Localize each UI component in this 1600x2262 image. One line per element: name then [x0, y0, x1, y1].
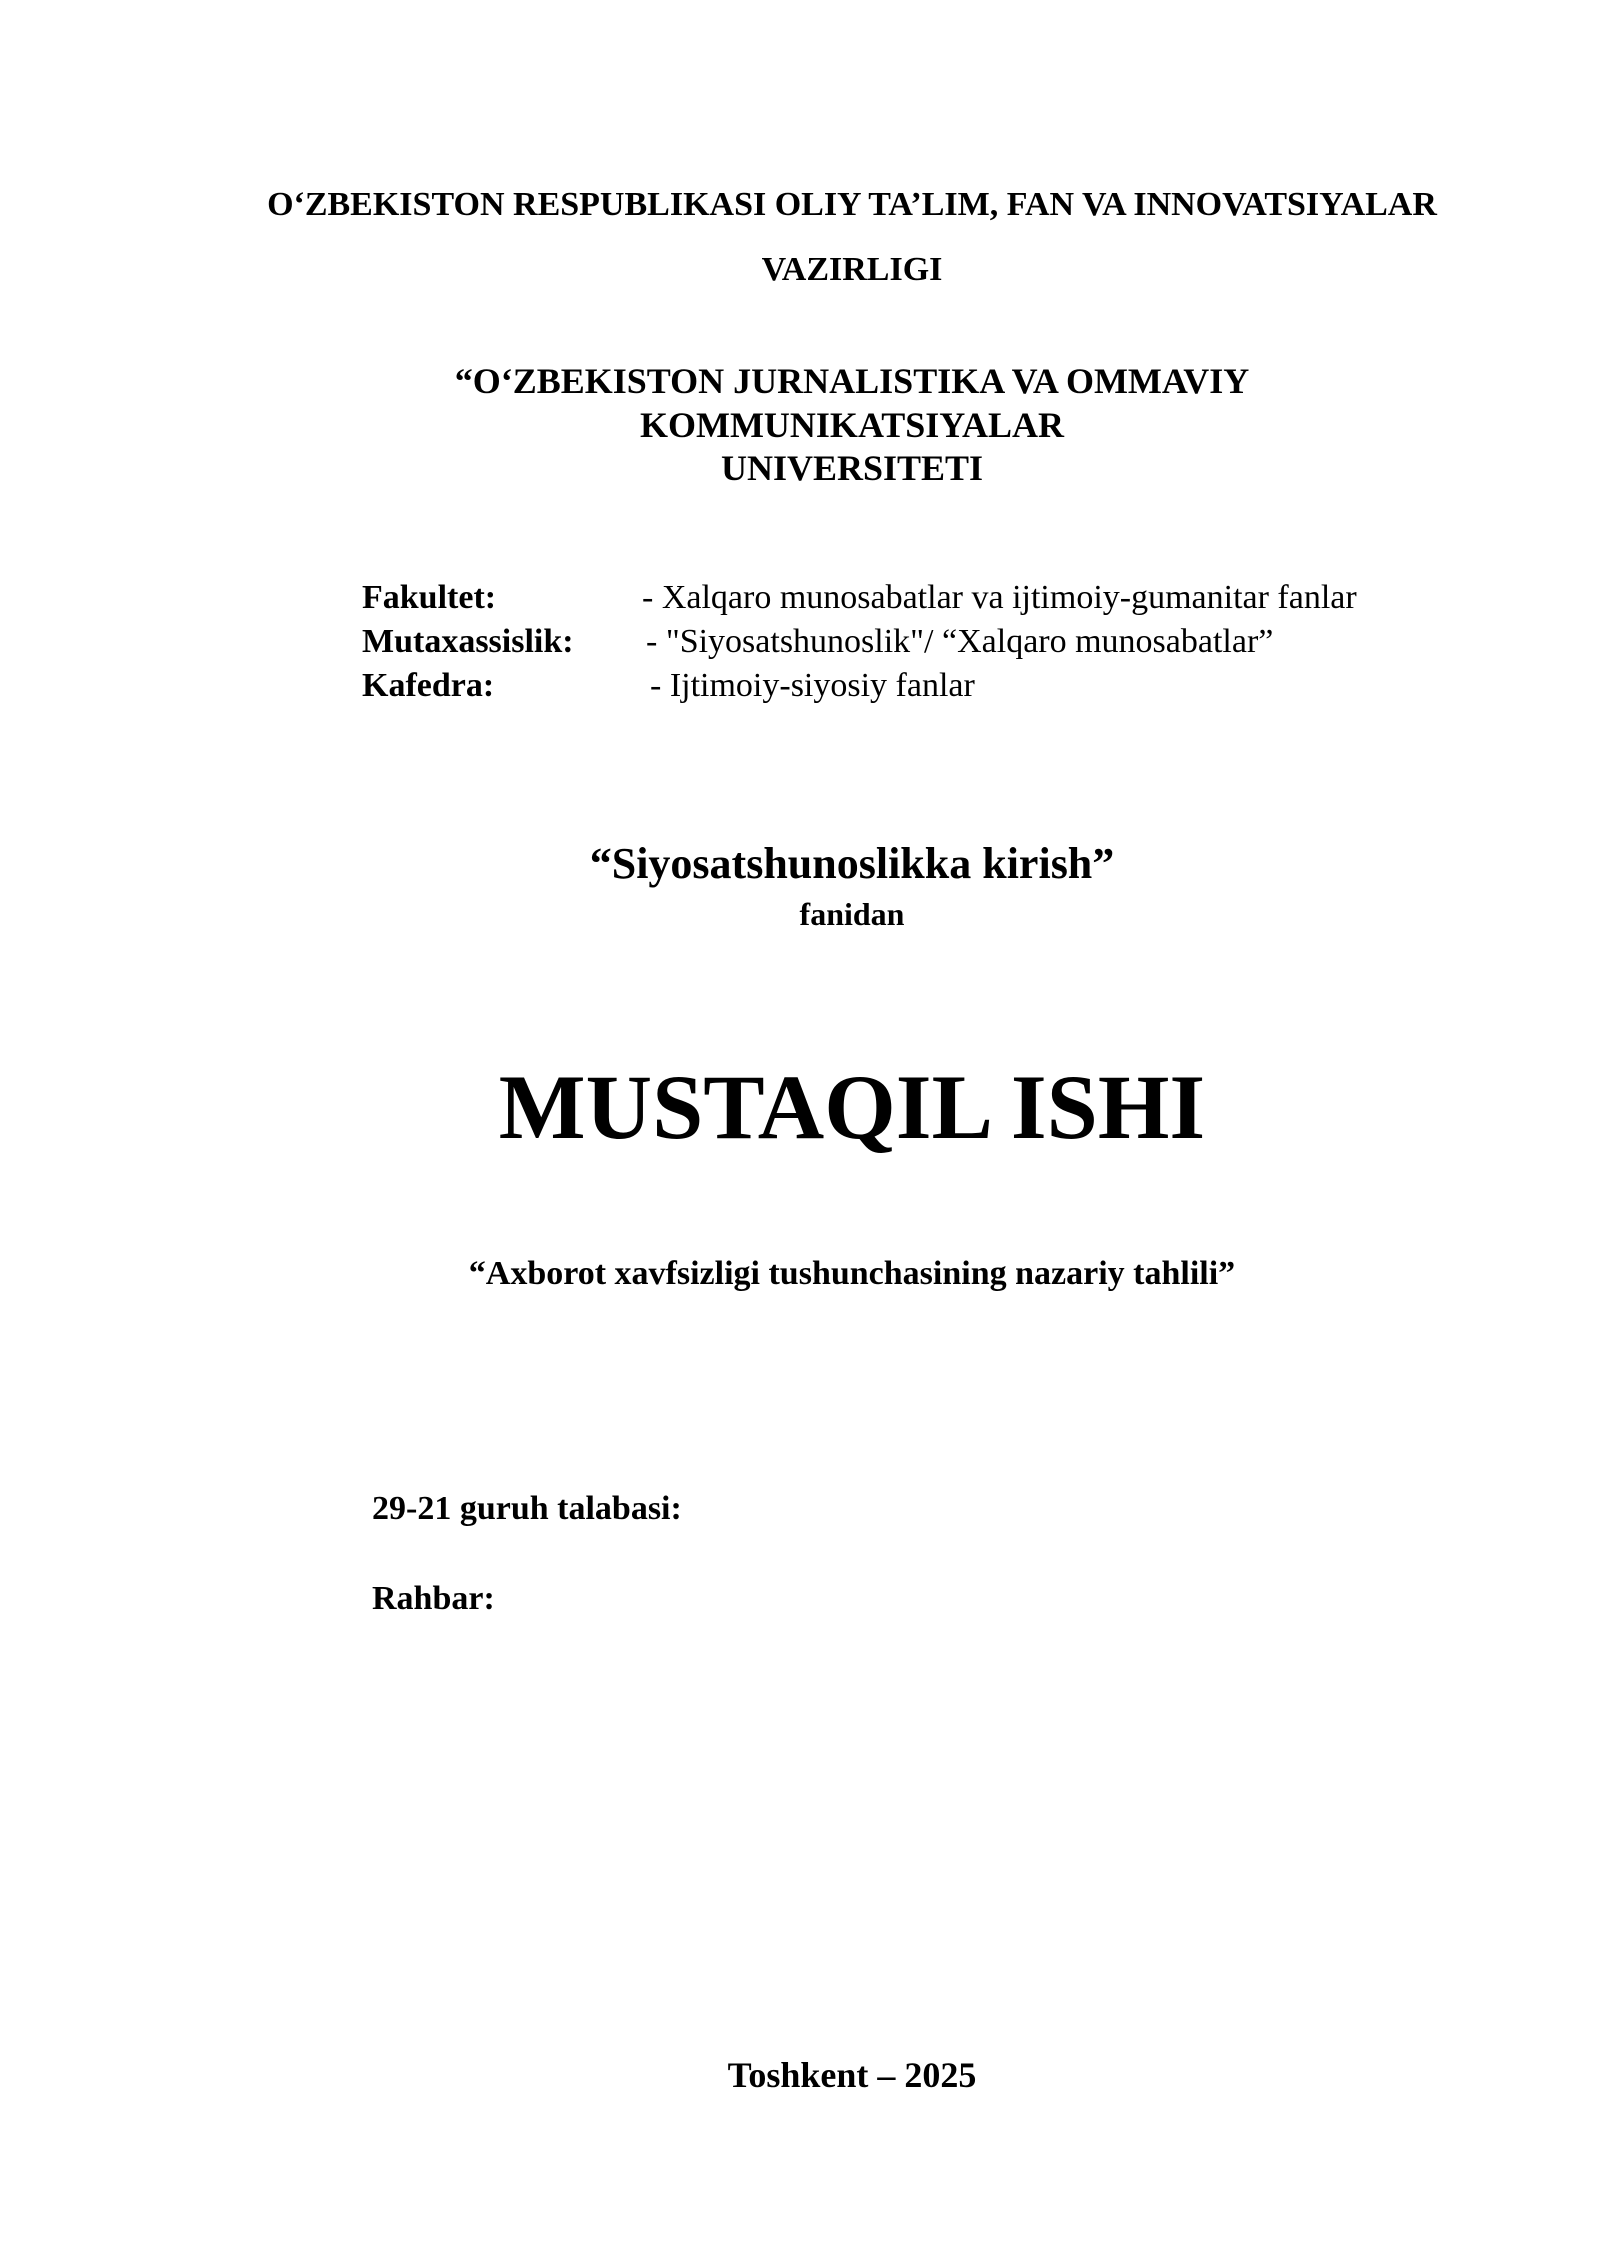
faculty-label: Fakultet:	[362, 579, 497, 616]
department-label: Kafedra:	[362, 667, 495, 704]
student-label: 29-21 guruh talabasi:	[372, 1490, 682, 1527]
subject-name: “Siyosatshunoslikka kirish”	[589, 839, 1115, 888]
supervisor-label: Rahbar:	[372, 1580, 495, 1617]
specialty-label: Mutaxassislik:	[362, 623, 574, 660]
university-name-line-3: UNIVERSITETI	[720, 448, 984, 488]
ministry-name-line-2: VAZIRLIGI	[761, 251, 943, 288]
ministry-name-line-1: O‘ZBEKISTON RESPUBLIKASI OLIY TA’LIM, FAN VA INNOVATSIYALAR	[267, 186, 1437, 223]
university-name-line-2: KOMMUNIKATSIYALAR	[639, 405, 1065, 445]
subject-suffix: fanidan	[799, 896, 905, 932]
work-topic: “Axborot xavfsizligi tushunchasining nazariy tahlili”	[468, 1255, 1236, 1292]
department-value: - Ijtimoiy-siyosiy fanlar	[650, 667, 975, 704]
faculty-value: - Xalqaro munosabatlar va ijtimoiy-gumanitar fanlar	[642, 579, 1357, 616]
university-name-line-1: “O‘ZBEKISTON JURNALISTIKA VA OMMAVIY	[454, 361, 1250, 401]
specialty-value: - "Siyosatshunoslik"/ “Xalqaro munosabatlar”	[646, 623, 1274, 660]
document-title: MUSTAQIL ISHI	[498, 1056, 1206, 1158]
city-year: Toshkent – 2025	[727, 2055, 977, 2095]
